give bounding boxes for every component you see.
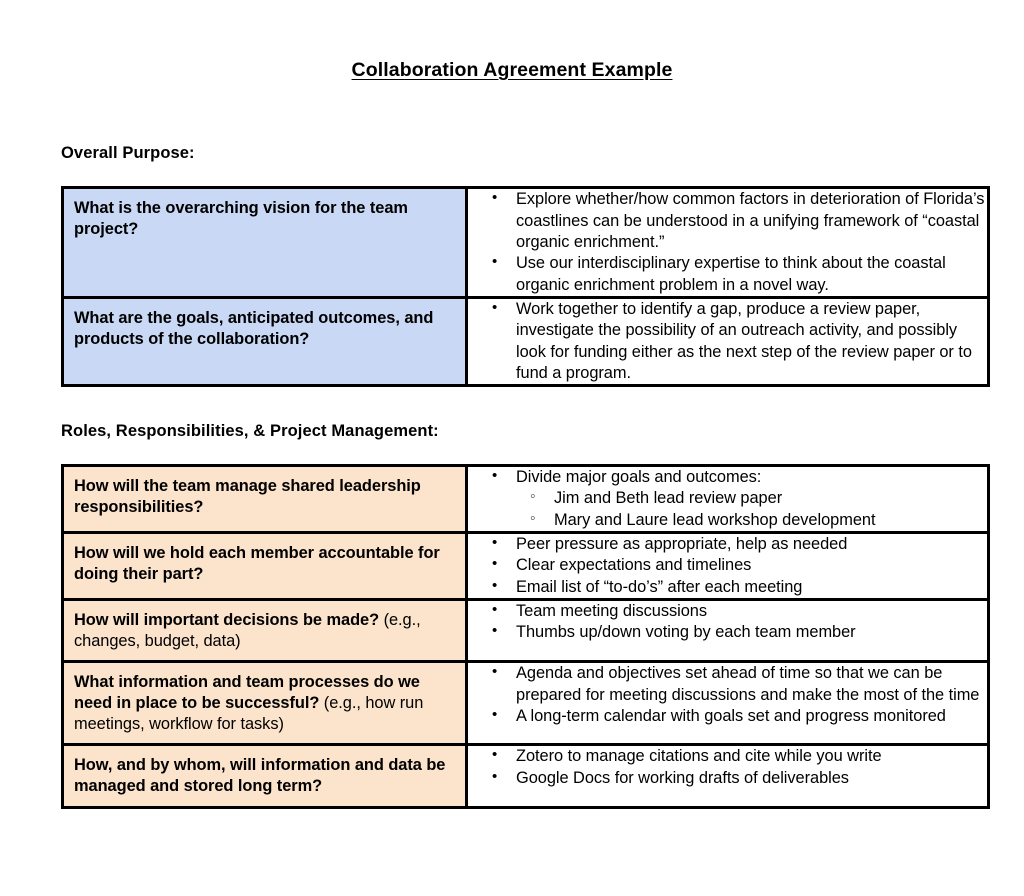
bullet-text: Clear expectations and timelines xyxy=(516,556,752,575)
section-gap xyxy=(49,387,975,422)
table-row xyxy=(63,188,989,298)
list-item xyxy=(468,663,987,706)
table-row xyxy=(63,745,989,807)
question-text xyxy=(64,467,465,526)
table-row xyxy=(63,297,989,385)
list-item xyxy=(468,577,987,598)
bullet-text: Divide major goals and outcomes: xyxy=(516,467,762,486)
answer-cell xyxy=(467,297,989,385)
question-main: How will the team manage shared leadership responsibilities? xyxy=(74,476,421,516)
question-cell xyxy=(63,599,467,661)
bullet-text: Team meeting discussions xyxy=(516,601,708,620)
bullet-text: A long-term calendar with goals set and progress monitored xyxy=(516,706,946,725)
question-cell xyxy=(63,662,467,745)
list-item xyxy=(468,253,987,296)
question-main: How will we hold each member accountable for doing their part? xyxy=(74,543,440,583)
list-item xyxy=(468,299,987,384)
list-item xyxy=(516,510,987,531)
table-row xyxy=(63,599,989,661)
table-row xyxy=(63,465,989,532)
section-heading-overall-purpose: Overall Purpose: xyxy=(61,144,195,163)
question-text xyxy=(64,663,465,743)
sub-bullet-text: Jim and Beth lead review paper xyxy=(554,489,783,508)
title-spacer xyxy=(49,81,975,109)
list-item xyxy=(468,555,987,576)
bullet-text: Agenda and objectives set ahead of time so that we can be prepared for meeting discussions and make the most of the time xyxy=(516,664,980,704)
list-item xyxy=(468,534,987,555)
question-text xyxy=(64,601,465,660)
section-heading-roles-responsibilities: Roles, Responsibilities, & Project Management: xyxy=(61,422,439,441)
answer-cell xyxy=(467,188,989,298)
question-main: What information and team processes do we need in place to be successful? xyxy=(74,673,420,712)
question-text xyxy=(64,534,465,593)
question-cell xyxy=(63,297,467,385)
bullet-list xyxy=(468,299,987,384)
question-cell xyxy=(63,465,467,532)
answer-cell xyxy=(467,745,989,807)
list-item xyxy=(468,601,987,622)
question-hint: (e.g., how run meetings, workflow for tasks) xyxy=(74,693,424,733)
heading-table-gap-1 xyxy=(49,164,975,186)
bullet-list xyxy=(468,746,987,789)
answer-cell xyxy=(467,662,989,745)
bullet-list xyxy=(468,467,987,531)
bullet-text: Work together to identify a gap, produce a review paper, investigate the possibility of an outreach activity, and possibly look for funding either as the next step of the review paper or to fund a program. xyxy=(516,299,972,382)
bullet-text: Zotero to manage citations and cite while you write xyxy=(516,747,882,766)
page-title: Collaboration Agreement Example xyxy=(351,59,673,81)
answer-cell xyxy=(467,599,989,661)
question-cell xyxy=(63,745,467,807)
question-text xyxy=(64,746,465,805)
bullet-list xyxy=(468,189,987,296)
answer-cell xyxy=(467,465,989,532)
bullet-text: Explore whether/how common factors in deterioration of Florida’s coastlines can be understood in a unifying framework of “coastal organic enrichment.” xyxy=(516,190,985,251)
list-item xyxy=(468,189,987,253)
list-item xyxy=(468,706,987,727)
list-item xyxy=(516,488,987,509)
question-hint: (e.g., changes, budget, data) xyxy=(74,610,421,650)
table-row xyxy=(63,532,989,599)
bullet-text: Thumbs up/down voting by each team member xyxy=(516,623,856,642)
question-cell xyxy=(63,188,467,298)
question-main: How will important decisions be made? xyxy=(74,610,380,629)
bullet-list xyxy=(468,601,987,644)
heading-table-gap-2 xyxy=(49,442,975,464)
bullet-list xyxy=(468,663,987,727)
list-item xyxy=(468,467,987,531)
roles-responsibilities-table xyxy=(61,464,990,809)
list-item xyxy=(468,622,987,643)
answer-cell xyxy=(467,532,989,599)
sub-bullet-list xyxy=(516,488,987,531)
question-main: What are the goals, anticipated outcomes, and products of the collaboration? xyxy=(74,308,434,348)
bullet-text: Use our interdisciplinary expertise to think about the coastal organic enrichment problem in a novel way. xyxy=(516,254,946,294)
question-cell xyxy=(63,532,467,599)
bullet-text: Google Docs for working drafts of deliverables xyxy=(516,768,849,787)
question-main: How, and by whom, will information and data be managed and stored long term? xyxy=(74,756,446,795)
list-item xyxy=(468,768,987,789)
question-text xyxy=(64,299,465,358)
sub-bullet-text: Mary and Laure lead workshop development xyxy=(554,510,876,529)
question-text xyxy=(64,189,465,248)
overall-purpose-table xyxy=(61,186,990,387)
bullet-list xyxy=(468,534,987,598)
question-main: What is the overarching vision for the team project? xyxy=(74,199,408,238)
bullet-text: Email list of “to-do’s” after each meeting xyxy=(516,577,803,596)
list-item xyxy=(468,746,987,767)
bullet-text: Peer pressure as appropriate, help as needed xyxy=(516,534,848,553)
table-row xyxy=(63,662,989,745)
